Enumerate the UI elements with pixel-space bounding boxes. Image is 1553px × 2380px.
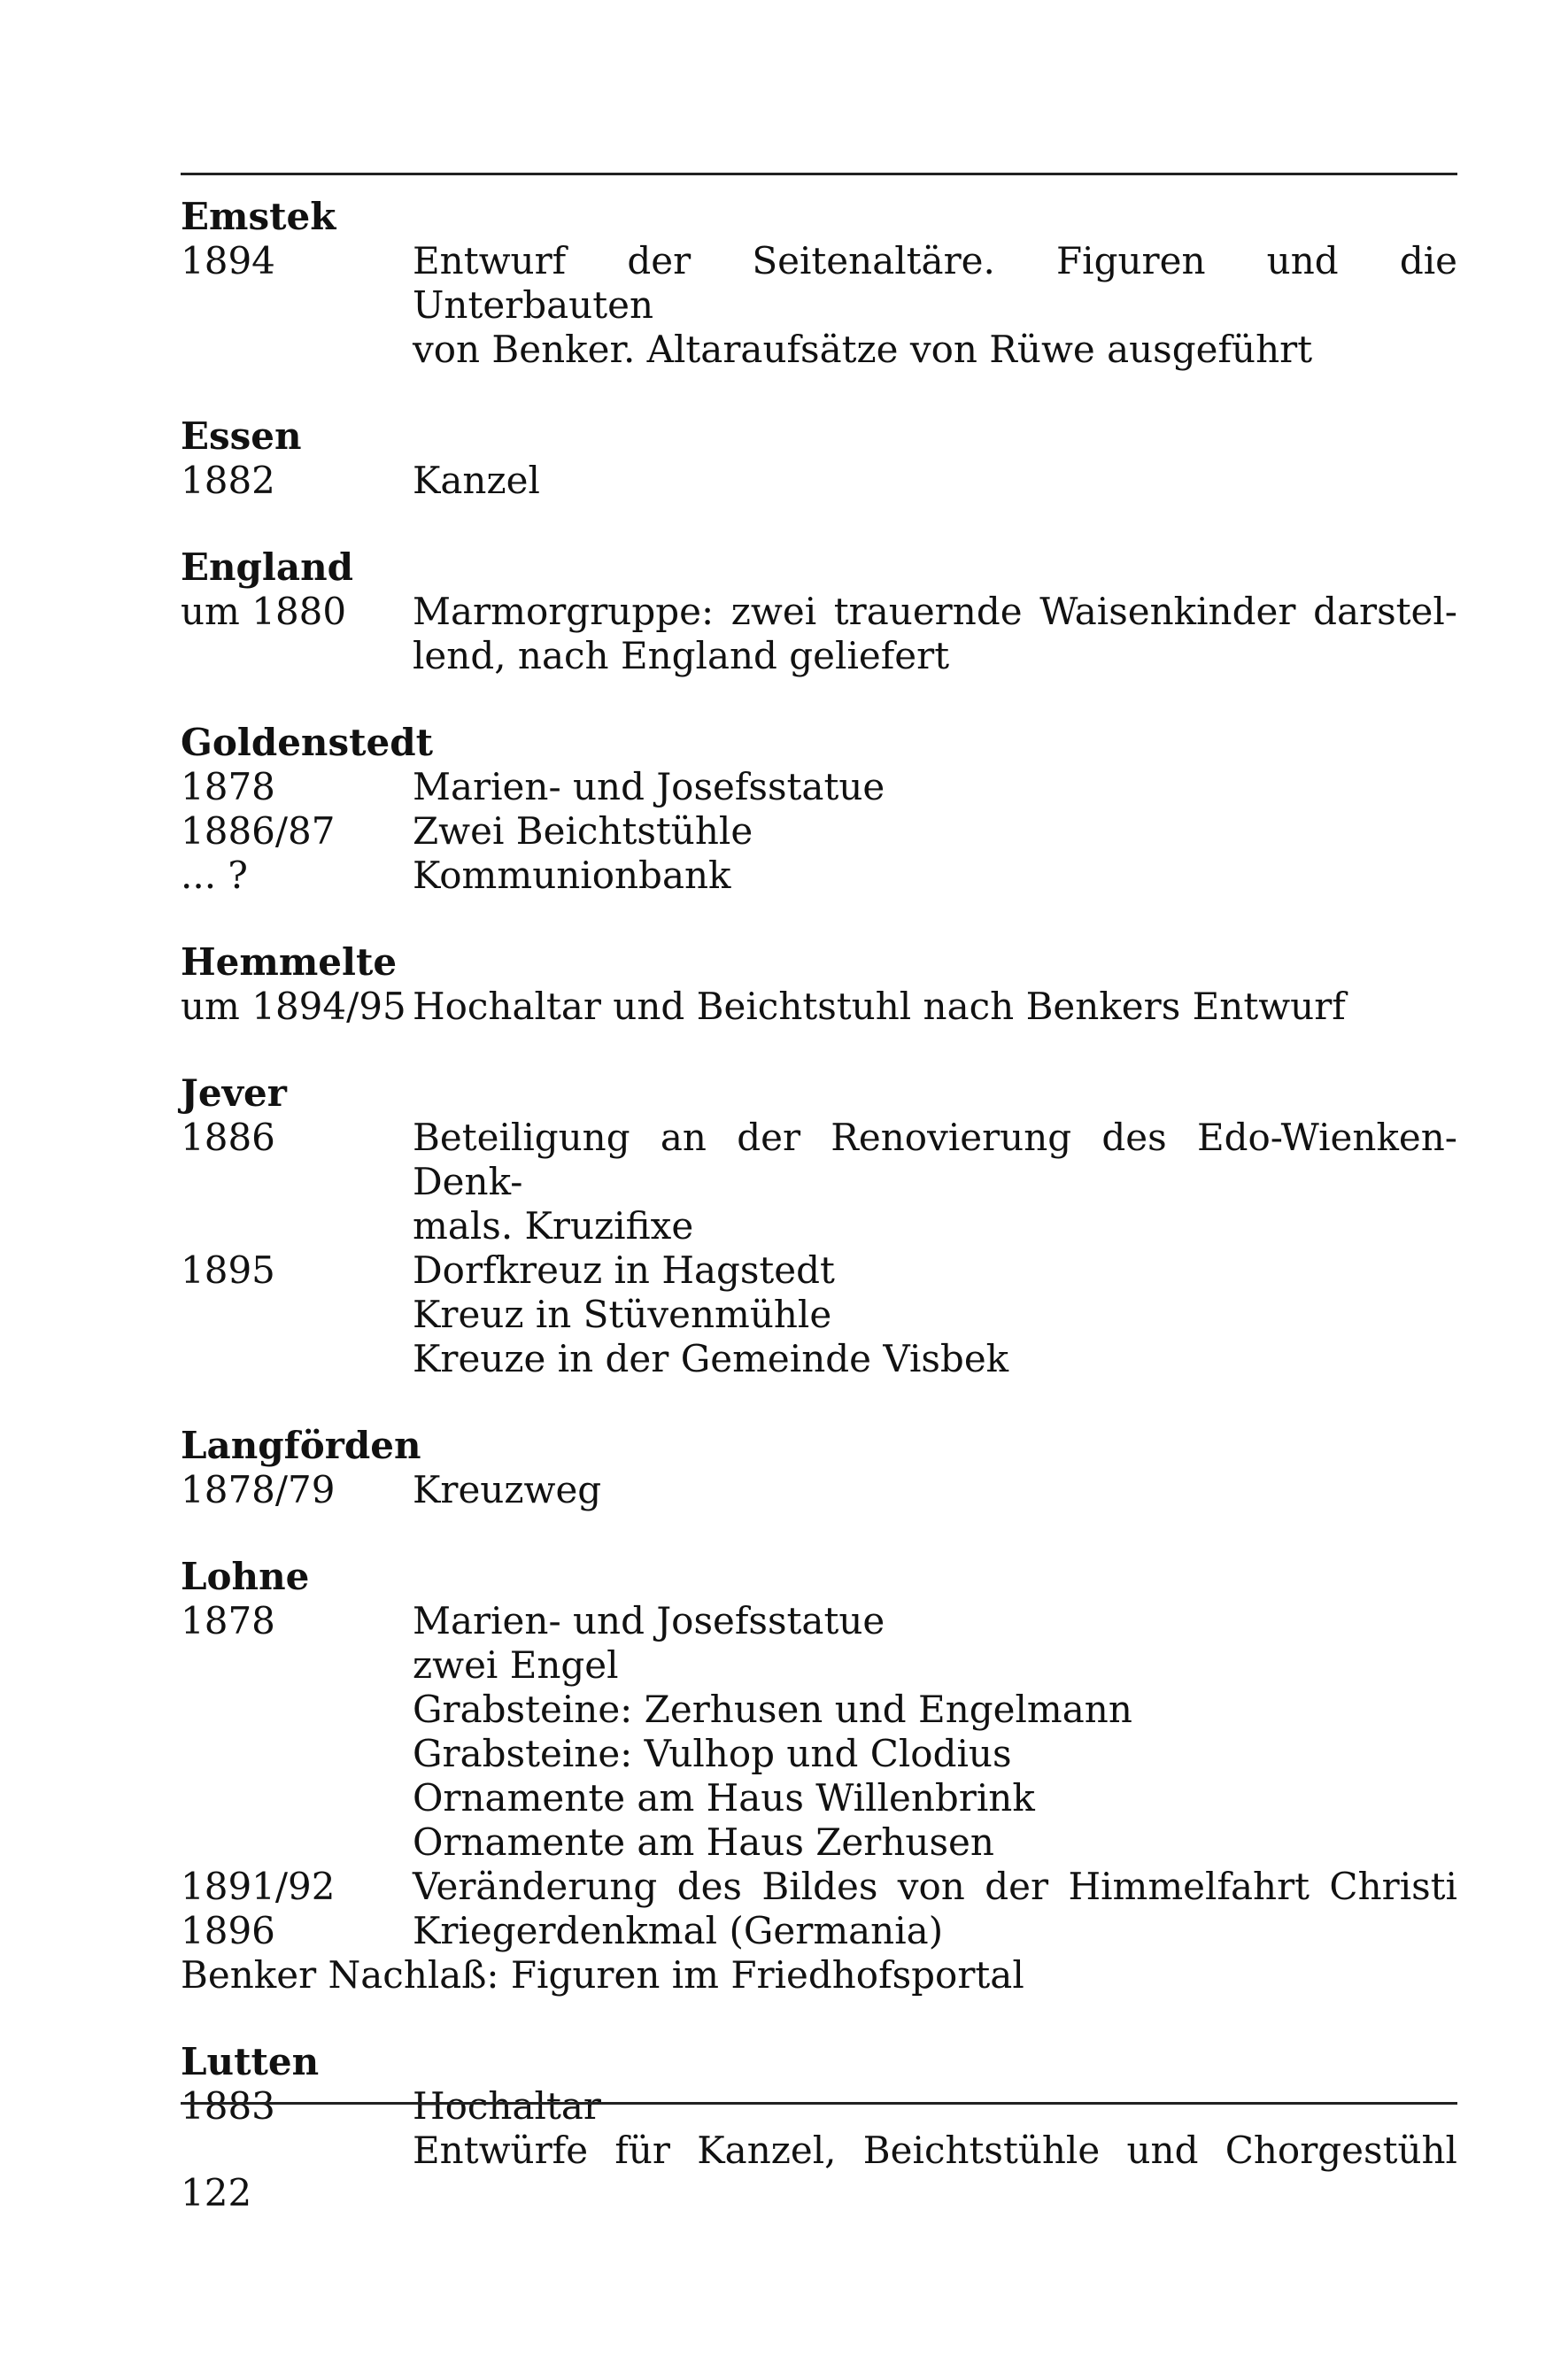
place-heading: Hemmelte bbox=[181, 940, 398, 984]
place-heading: Essen bbox=[181, 414, 302, 458]
entry-description bbox=[413, 590, 1457, 678]
place-heading: Goldenstedt bbox=[181, 721, 433, 764]
description-line: Marmorgruppe: zwei trauernde Waisenkinder darstel- bbox=[413, 590, 1457, 633]
entry-description bbox=[413, 1248, 1457, 1381]
description-line: Kriegerdenkmal (Germania) bbox=[413, 1909, 944, 1952]
place-heading: Emstek bbox=[181, 195, 336, 238]
section-lutten bbox=[181, 2040, 1457, 2173]
description-line: mals. Kruzifixe bbox=[413, 1204, 694, 1248]
place-heading: Lohne bbox=[181, 1555, 310, 1598]
description-line: Entwurf der Seitenaltäre. Figuren und die Unterbauten bbox=[413, 239, 1457, 327]
place-heading: England bbox=[181, 545, 353, 589]
entry-description bbox=[413, 854, 1457, 898]
description-line: Entwürfe für Kanzel, Beichtstühle und Chorgestühl bbox=[413, 2129, 1457, 2172]
section-note: Benker Nachlaß: Figuren im Friedhofsportal bbox=[181, 1953, 1024, 1997]
entry-date: 1878 bbox=[181, 765, 275, 808]
entry-date: 1878 bbox=[181, 1599, 275, 1642]
entry-description bbox=[413, 1599, 1457, 1865]
section-essen bbox=[181, 414, 1457, 503]
description-line: Kreuzweg bbox=[413, 1468, 602, 1511]
entry-date: ... ? bbox=[181, 854, 248, 897]
description-line: Zwei Beichtstühle bbox=[413, 809, 753, 853]
description-line: lend, nach England geliefert bbox=[413, 634, 950, 677]
place-heading: Langförden bbox=[181, 1424, 421, 1467]
entry-date: 1886 bbox=[181, 1116, 275, 1159]
entry-description bbox=[413, 1909, 1457, 1953]
description-line: Kanzel bbox=[413, 459, 540, 502]
entry-row bbox=[181, 1909, 1457, 1953]
bottom-rule bbox=[181, 2102, 1457, 2105]
description-line: Grabsteine: Zerhusen und Engelmann bbox=[413, 1688, 1132, 1731]
place-heading: Lutten bbox=[181, 2040, 320, 2083]
entry-description bbox=[413, 2084, 1457, 2173]
description-line: Ornamente am Haus Willenbrink bbox=[413, 1776, 1035, 1820]
entry-row bbox=[181, 985, 1457, 1029]
description-line: Ornamente am Haus Zerhusen bbox=[413, 1820, 994, 1864]
description-line: von Benker. Altaraufsätze von Rüwe ausgeführt bbox=[413, 328, 1313, 371]
entry-date: 1882 bbox=[181, 459, 275, 502]
description-line: Marien- und Josefsstatue bbox=[413, 1599, 885, 1642]
section-goldenstedt bbox=[181, 721, 1457, 898]
description-line: Dorfkreuz in Hagstedt bbox=[413, 1248, 835, 1292]
entry-date: 1894 bbox=[181, 239, 275, 282]
description-line: Kommunionbank bbox=[413, 854, 731, 897]
entry-row bbox=[181, 1865, 1457, 1909]
entry-description bbox=[413, 1468, 1457, 1512]
description-line: Kreuz in Stüvenmühle bbox=[413, 1293, 832, 1336]
place-heading: Jever bbox=[181, 1071, 287, 1115]
description-line: zwei Engel bbox=[413, 1643, 619, 1687]
entry-row bbox=[181, 809, 1457, 854]
entry-date: 1896 bbox=[181, 1909, 275, 1952]
entry-date: 1891/92 bbox=[181, 1865, 336, 1908]
entry-date: 1883 bbox=[181, 2084, 275, 2128]
top-rule bbox=[181, 173, 1457, 175]
entry-description bbox=[413, 1865, 1457, 1909]
entry-row bbox=[181, 854, 1457, 898]
entry-description bbox=[413, 809, 1457, 854]
entry-date: 1895 bbox=[181, 1248, 275, 1292]
section-emstek bbox=[181, 195, 1457, 372]
section-langfoerden bbox=[181, 1424, 1457, 1512]
entry-description bbox=[413, 239, 1457, 372]
entry-row bbox=[181, 1468, 1457, 1512]
entry-date: 1886/87 bbox=[181, 809, 336, 853]
entry-row bbox=[181, 239, 1457, 372]
entry-date: um 1880 bbox=[181, 590, 347, 633]
entry-row bbox=[181, 1248, 1457, 1381]
description-line: Veränderung des Bildes von der Himmelfahrt Christi bbox=[413, 1865, 1457, 1908]
description-line: Hochaltar bbox=[413, 2084, 601, 2128]
entry-date: um 1894/95 bbox=[181, 985, 406, 1028]
description-line: Kreuze in der Gemeinde Visbek bbox=[413, 1337, 1009, 1380]
catalog-content bbox=[181, 195, 1457, 2215]
entry-date: 1878/79 bbox=[181, 1468, 336, 1511]
description-line: Marien- und Josefsstatue bbox=[413, 765, 885, 808]
description-line: Beteiligung an der Renovierung des Edo-Wienken-Denk- bbox=[413, 1116, 1457, 1203]
section-england bbox=[181, 545, 1457, 678]
entry-description bbox=[413, 985, 1457, 1029]
page-number: 122 bbox=[181, 2171, 252, 2214]
entry-description bbox=[413, 1116, 1457, 1248]
entry-description bbox=[413, 765, 1457, 809]
section-hemmelte bbox=[181, 940, 1457, 1029]
entry-row bbox=[181, 765, 1457, 809]
entry-row bbox=[181, 1116, 1457, 1248]
entry-row bbox=[181, 2084, 1457, 2173]
entry-row bbox=[181, 1599, 1457, 1865]
entry-row bbox=[181, 459, 1457, 503]
section-lohne bbox=[181, 1555, 1457, 1998]
description-line: Hochaltar und Beichtstuhl nach Benkers Entwurf bbox=[413, 985, 1346, 1028]
entry-description bbox=[413, 459, 1457, 503]
entry-row bbox=[181, 590, 1457, 678]
section-jever bbox=[181, 1071, 1457, 1381]
description-line: Grabsteine: Vulhop und Clodius bbox=[413, 1732, 1012, 1775]
